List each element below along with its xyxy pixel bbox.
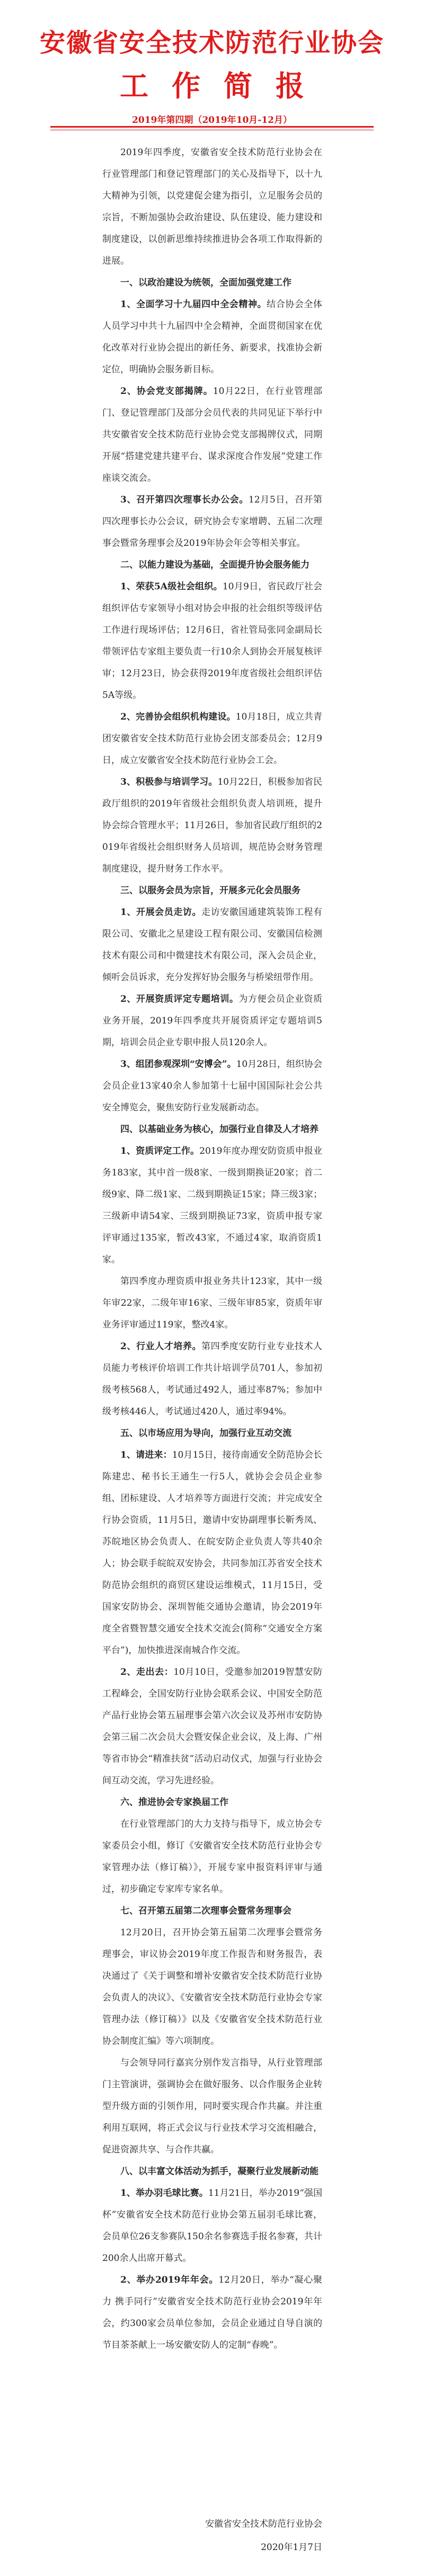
paragraph-text: 为方便会员企业资质业务开展，2019年四季度共开展资质评定专题培训5期，培训会员企业专职申报人员120余人。	[102, 994, 323, 1048]
paragraph-text: 12月20日，举办“凝心聚力 携手同行”安徽省安全技术防范行业协会2019年年会，约300家会员单位参加，会员企业通过自导自演的节目茶茶献上一场安徽安防人的定制“春晚”。	[102, 2275, 322, 2350]
paragraph-text: 走访安徽国通建筑装饰工程有限公司、安徽北之星建设工程有限公司、安徽国信检测技术有限公司和中微建技术有限公司，深入会员企业，倾听会员诉求，充分发挥好协会服务与桥梁纽带作用。	[102, 907, 322, 983]
sub-heading: 1、开展会员走访。	[120, 907, 202, 918]
paragraph-text: 10月28日，组织协会会员企业13家40余人参加第十七届中国国际社会公共安全博览会，聚焦安防行业发展新动态。	[102, 1059, 322, 1113]
paragraph-text: 2019年度办理安防资质申报业务183家，其中首一级8家、一级到期换证20家；首二级9家、降二级1家、二级到期换证15家；降三级3家；三级新申请54家、三级到期换证73家，资质申报专家评审通过135家，暂改43家，不通过4家，取消资质1家。	[102, 1146, 322, 1265]
paragraph-text: 12月5日，召开第四次理事长办公会议，研究协会专家增聘、五届二次理事会暨常务理事会及2019年协会年会等相关事宜。	[102, 495, 323, 549]
paragraph-7-1: 12月20日，召开协会第五届第二次理事会暨常务理事会，审议协会2019年度工作报告和财务报告，表决通过了《关于调整和增补安徽省安全技术防范行业协会负责人的决议》、《安徽省安全技术防范行业协会专家管理办法（修订稿）》以及《安徽省安全技术防范行业协会制度汇编》等六项制度。	[102, 1927, 322, 2047]
section-heading-5: 五、以市场应用为导向，加强行业互动交流	[120, 1428, 292, 1439]
sub-heading: 1、荣获5A级社会组织。	[120, 581, 223, 592]
sub-heading: 1、全面学习十九届四中全会精神。	[120, 299, 267, 310]
report-title: 工作简报	[120, 69, 328, 103]
paragraph-7-2: 与会领导同行嘉宾分别作发言指导，从行业管理部门主管演讲，强调协会在做好服务、以合作服务企业转型升级方面的引领作用，同时要实现合作共赢。并注重利用互联网，将正式会议与行业技术学习交流相融合，促进资源共享、与合作共赢。	[102, 2058, 322, 2155]
paragraph-text: 10月18日，成立共青团安徽省安全技术防范行业协会团支部委员会；12月9日，成立安徽省安全技术防范行业协会工会。	[102, 712, 323, 766]
paragraph-2-3	[102, 771, 322, 880]
issue-line: 2019年第四期（2019年10月-12月）	[132, 115, 292, 125]
sub-heading: 2、开展资质评定专题培训。	[120, 994, 239, 1004]
header-divider-thick	[50, 126, 374, 128]
section-heading-1: 一、以政治建设为统领，全面加强党建工作	[120, 277, 292, 288]
paragraph-text: 10月10日，受邀参加2019智慧安防工程峰会，全国安防行业协会联系会议、中国安全防范产品行业协会第五届理事会第六次会议及苏州市安防协会第三届二次会员大会暨安保企业会议，及上海、广州等省市协会“精准扶贫”活动启动仪式，加强与行业协会间互动交流，学习先进经验。	[102, 1667, 322, 1786]
paragraph-4-2	[102, 1336, 322, 1423]
paragraph-3-2	[102, 989, 322, 1054]
signature-block	[196, 2512, 322, 2559]
sub-heading: 2、行业人才培养。	[120, 1341, 202, 1352]
sub-heading: 2、协会党支部揭牌。	[120, 386, 213, 397]
paragraph-2-1	[102, 576, 322, 706]
intro-paragraph: 2019年四季度，安徽省安全技术防范行业协会在行业管理部门和登记管理部门的关心及指导下，以十九大精神为引领，以党建促会建为指引，立足服务会员的宗旨，不断加强协会政治建设、队伍建设、能力建设和制度建设，以创新思维持续推进协会各项工作取得新的进展。	[102, 147, 322, 266]
sub-heading: 2、走出去：	[120, 1667, 174, 1677]
signature-date: 2020年1月7日	[261, 2542, 322, 2553]
sub-heading: 1、举办羽毛球比赛。	[120, 2188, 208, 2198]
paragraph-1-2	[102, 381, 322, 489]
paragraph-8-2	[102, 2269, 322, 2356]
section-heading-7: 七、召开第五届第二次理事会暨常务理事会	[120, 1906, 292, 1916]
sub-heading: 1、请进来：	[120, 1450, 172, 1460]
sub-heading: 3、组团参观深圳“安博会”。	[120, 1059, 236, 1070]
sub-heading: 3、召开第四次理事长办公会。	[120, 495, 249, 505]
paragraph-text: 结合协会全体人员学习中共十九届四中全会精神，全面贯彻国家在优化改革对行业协会提出的新任务、新要求，找准协会新定位，明确协会服务新目标。	[102, 299, 323, 375]
report-header	[0, 0, 424, 148]
paragraph-5-1	[102, 1444, 322, 1662]
section-heading-3: 三、以服务会员为宗旨，开展多元化会员服务	[120, 885, 301, 896]
paragraph-3-1	[102, 902, 322, 989]
org-title: 安徽省安全技术防范行业协会	[39, 28, 384, 58]
sub-heading: 2、完善协会组织机构建设。	[120, 712, 236, 722]
paragraph-4-1-extra: 第四季度办理资质申报业务共计123家，其中一级年审22家，二级年审16家、三级年审85家，资质年审业务评审通过119家，整改4家。	[102, 1276, 322, 1330]
report-body	[102, 142, 322, 2356]
sub-heading: 2、举办2019年年会。	[120, 2275, 219, 2285]
paragraph-1-3	[102, 489, 322, 554]
paragraph-6: 在行业管理部门的大力支持与指导下，成立协会专家委员会小组，修订《安徽省安全技术防范行业协会专家管理办法（修订稿）》，开展专家申报资料评审与通过，初步确定专家库专家名单。	[102, 1819, 322, 1895]
paragraph-2-2	[102, 706, 322, 771]
paragraph-4-1	[102, 1141, 322, 1271]
paragraph-text: 11月21日，举办2019“强国杯”安徽省安全技术防范行业协会第五届羽毛球比赛，会员单位26支参赛队150余名参赛选手报名参赛，共计200余人出席开幕式。	[102, 2188, 322, 2264]
paragraph-5-2	[102, 1662, 322, 1792]
paragraph-text: 10月22日，在行业管理部门、登记管理部门及部分会员代表的共同见证下举行中共安徽省安全技术防范行业协会党支部揭牌仪式，同期开展“搭建党建共建平台、谋求深度合作发展”党建工作座谈交流会。	[102, 386, 322, 483]
sub-heading: 3、积极参与培训学习。	[120, 777, 218, 787]
sub-heading: 1、资质评定工作。	[120, 1146, 200, 1156]
section-heading-6: 六、推进协会专家换届工作	[120, 1797, 228, 1808]
paragraph-8-1	[102, 2183, 322, 2269]
section-heading-2: 二、以能力建设为基础，全面提升协会服务能力	[120, 560, 310, 570]
paragraph-3-3	[102, 1054, 322, 1119]
signature-org: 安徽省安全技术防范行业协会	[205, 2519, 322, 2529]
section-heading-4: 四、以基础业务为核心，加强行业自律及人才培养	[120, 1124, 319, 1135]
paragraph-text: 第四季度安防行业专业技术人员能力考核评价培训工作共计培训学员701人，参加初级考核568人，考试通过492人，通过率87%；参加中级考核446人，考试通过420人，通过率94%。	[102, 1341, 322, 1417]
section-heading-8: 八、以丰富文体活动为抓手，凝聚行业发展新动能	[120, 2166, 319, 2177]
paragraph-1-1	[102, 294, 322, 381]
paragraph-text: 10月22日，积极参加省民政厅组织的2019年省级社会组织负责人培训班，提升协会综合管理水平；11月26日，参加省民政厅组织的2019年省级社会组织财务人员培训，规范协会财务管理制度建设，提升财务工作水平。	[102, 777, 322, 874]
paragraph-text: 10月9日，省民政厅社会组织评估专家领导小组对协会申报的社会组织等级评估工作进行现场评估；12月6日，省社管局张同金副局长带领评估专家组主要负责一行10余人到协会开展复核评审；12月23日，协会获得2019年度省级社会组织评估5A等级。	[102, 581, 322, 701]
paragraph-text: 10月15日，接待南通安全防范协会长陈建忠、秘书长王通生一行5人，就协会会员企业参组、团标建设、人才培养等方面进行交流；并完成安全行协会资质，11月5日，邀请中安协副理事长靳秀凤、苏皖地区协会负责人、在皖安防企业负责人等共40余人；协会联手皖皖双安协会，共同参加江苏省安全技术防范协会组织的商贸区建设运维模式，11月15日，受国家安防协会、深圳智能交通协会邀请，协会2019年度全省暨智慧交通安全技术交流会(简称“交通安全方案平台”)，加快推进深南城合作交流。	[102, 1450, 322, 1656]
